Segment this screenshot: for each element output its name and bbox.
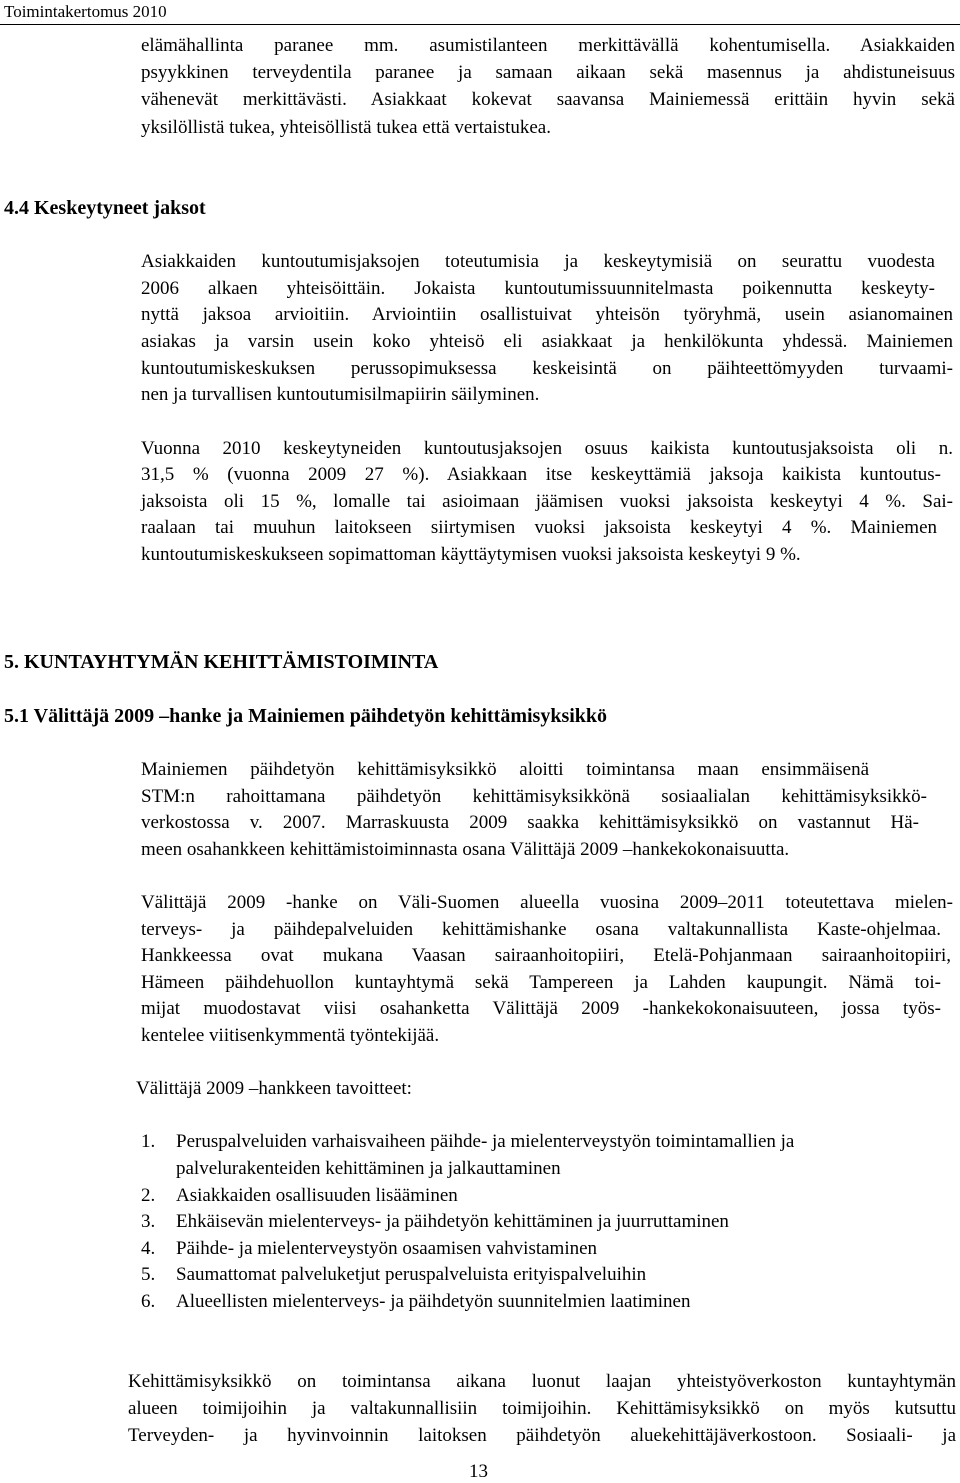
list-item-continuation: palvelurakenteiden kehittäminen ja jalkauttaminen (176, 1158, 561, 1179)
paragraph-line: nyttä jaksoa arvioitiin. Arviointiin osallistuivat yhteisön työryhmä, usein asianomainen (141, 304, 953, 325)
paragraph-line: kuntoutumiskeskukseen sopimattoman käyttäytymisen vuoksi jaksoista keskeytyi 9 %. (141, 544, 801, 565)
paragraph-line: STM:n rahoittamana päihdetyön kehittämisyksikkönä sosiaalialan kehittämisyksikkö- (141, 786, 927, 807)
list-number: 1. (141, 1131, 156, 1152)
paragraph-line: raalaan tai muuhun laitokseen siirtymisen vuoksi jaksoista keskeytyi 4 %. Mainiemen (141, 517, 937, 538)
page-number: 13 (469, 1461, 488, 1482)
paragraph-line: verkostossa v. 2007. Marraskuusta 2009 saakka kehittämisyksikkö on vastannut Hä- (141, 812, 919, 833)
paragraph-line: 31,5 % (vuonna 2009 27 %). Asiakkaan itse keskeyttämiä jaksoja kaikista kuntoutus- (141, 464, 941, 485)
paragraph-line: mijat muodostavat viisi osahanketta Välittäjä 2009 -hankekokonaisuuteen, jossa työs- (141, 998, 941, 1019)
section-heading-5-1: 5.1 Välittäjä 2009 –hanke ja Mainiemen päihdetyön kehittämisyksikkö (4, 705, 608, 727)
paragraph-line: Kehittämisyksikkö on toimintansa aikana luonut laajan yhteistyöverkoston kuntayhtymän (128, 1371, 956, 1392)
header-rule (0, 24, 960, 25)
paragraph-line: Mainiemen päihdetyön kehittämisyksikkö aloitti toimintansa maan ensimmäisenä (141, 759, 869, 780)
paragraph-line: Hankkeessa ovat mukana Vaasan sairaanhoitopiiri, Etelä-Pohjanmaan sairaanhoitopiiri, (141, 945, 951, 966)
paragraph-line: terveys- ja päihdepalveluiden kehittämishanke osana valtakunnallista Kaste-ohjelmaa. (141, 919, 941, 940)
list-number: 5. (141, 1264, 156, 1285)
list-item: Alueellisten mielenterveys- ja päihdetyön suunnitelmien laatiminen (176, 1291, 691, 1312)
paragraph-line: Hämeen päihdehuollon kuntayhtymä sekä Tampereen ja Lahden kaupungit. Nämä toi- (141, 972, 941, 993)
paragraph-line: asiakas ja varsin usein koko yhteisö eli asiakkaat ja henkilökunta yhdessä. Mainiemen (141, 331, 953, 352)
goals-title: Välittäjä 2009 –hankkeen tavoitteet: (136, 1078, 412, 1099)
paragraph-line: meen osahankkeen kehittämistoiminnasta osana Välittäjä 2009 –hankekokonaisuutta. (141, 839, 790, 860)
intro-line: psyykkinen terveydentila paranee ja samaan aikaan sekä masennus ja ahdistuneisuus (141, 62, 955, 83)
paragraph-line: kentelee viitisenkymmentä työntekijää. (141, 1025, 440, 1046)
list-item: Asiakkaiden osallisuuden lisääminen (176, 1185, 458, 1206)
intro-line: yksilöllistä tukea, yhteisöllistä tukea että vertaistukea. (141, 117, 551, 138)
intro-line: vähenevät merkittävästi. Asiakkaat kokevat saavansa Mainiemessä erittäin hyvin sekä (141, 89, 955, 110)
paragraph-line: Terveyden- ja hyvinvoinnin laitoksen päihdetyön aluekehittäjäverkostoon. Sosiaali- ja (128, 1425, 956, 1446)
list-number: 6. (141, 1291, 156, 1312)
section-heading-4-4: 4.4 Keskeytyneet jaksot (4, 197, 206, 219)
paragraph-line: Välittäjä 2009 -hanke on Väli-Suomen alueella vuosina 2009–2011 toteutettava mielen- (141, 892, 953, 913)
list-number: 3. (141, 1211, 156, 1232)
intro-line: elämähallinta paranee mm. asumistilanteen merkittävällä kohentumisella. Asiakkaiden (141, 35, 955, 56)
section-heading-5: 5. KUNTAYHTYMÄN KEHITTÄMISTOIMINTA (4, 651, 439, 673)
list-number: 4. (141, 1238, 156, 1259)
list-item: Ehkäisevän mielenterveys- ja päihdetyön kehittäminen ja juurruttaminen (176, 1211, 729, 1232)
paragraph-line: jaksoista oli 15 %, lomalle tai asioimaan jäämisen vuoksi jaksoista keskeytyi 4 %. Sai- (141, 491, 953, 512)
paragraph-line: 2006 alkaen yhteisöittäin. Jokaista kuntoutumissuunnitelmasta poikennutta keskeyty- (141, 278, 935, 299)
list-number: 2. (141, 1185, 156, 1206)
paragraph-line: nen ja turvallisen kuntoutumisilmapiirin säilyminen. (141, 384, 540, 405)
running-header: Toimintakertomus 2010 (4, 2, 167, 21)
paragraph-line: Vuonna 2010 keskeytyneiden kuntoutusjaksojen osuus kaikista kuntoutusjaksoista oli n. (141, 438, 953, 459)
list-item: Päihde- ja mielenterveystyön osaamisen vahvistaminen (176, 1238, 598, 1259)
paragraph-line: kuntoutumiskeskuksen perussopimuksessa keskeisintä on päihteettömyyden turvaami- (141, 358, 953, 379)
list-item: Peruspalveluiden varhaisvaiheen päihde- ja mielenterveystyön toimintamallien ja (176, 1131, 795, 1152)
paragraph-line: Asiakkaiden kuntoutumisjaksojen toteutumisia ja keskeytymisiä on seurattu vuodesta (141, 251, 935, 272)
list-item: Saumattomat palveluketjut peruspalveluista erityispalveluihin (176, 1264, 647, 1285)
paragraph-line: alueen toimijoihin ja valtakunnallisiin toimijoihin. Kehittämisyksikkö on myös kutsuttu (128, 1398, 956, 1419)
